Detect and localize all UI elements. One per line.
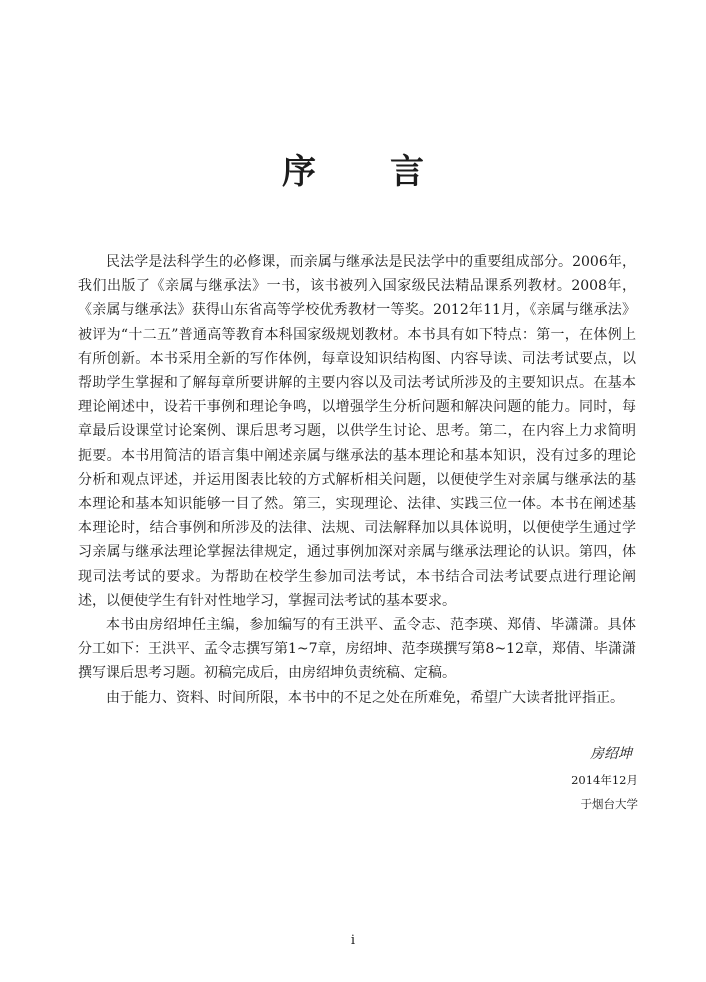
page-number: i (350, 933, 356, 948)
signature-place: 于烟台大学 (580, 797, 638, 811)
title-char-2: 言 (390, 152, 424, 192)
signature-block (571, 743, 638, 816)
paragraph-3: 由于能力、资料、时间所限，本书中的不足之处在所难免，希望广大读者批评指正。 (106, 689, 624, 706)
title-char-1: 序 (282, 152, 316, 192)
preface-body (78, 250, 636, 710)
signature-author: 房绍坤 (590, 746, 632, 762)
signature-date: 2014年12月 (571, 773, 638, 787)
paragraph-2: 本书由房绍坤任主编，参加编写的有王洪平、孟令志、范李瑛、郑倩、毕潇潇。具体分工如下：王洪平、孟令志撰写第1~7章，房绍坤、范李瑛撰写第8~12章，郑倩、毕潇潇撰写课后思考习题。初稿完成后，由房绍坤负责统稿、定稿。 (78, 617, 636, 682)
page-title (0, 150, 706, 194)
paragraph-1: 民法学是法科学生的必修课，而亲属与继承法是民法学中的重要组成部分。2006年，我们出版了《亲属与继承法》一书，该书被列入国家级民法精品课系列教材。2008年，《亲属与继承法》获得山东省高等学校优秀教材一等奖。2012年11月，《亲属与继承法》被评为“十二五”普通高等教育本科国家级规划教材。本书具有如下特点：第一，在体例上有所创新。本书采用全新的写作体例，每章设知识结构图、内容导读、司法考试要点，以帮助学生掌握和了解每章所要讲解的主要内容以及司法考试所涉及的主要知识点。在基本理论阐述中，设若干事例和理论争鸣，以增强学生分析问题和解决问题的能力。同时，每章最后设课堂讨论案例、课后思考习题，以供学生讨论、思考。第二，在内容上力求简明扼要。本书用简洁的语言集中阐述亲属与继承法的基本理论和基本知识，没有过多的理论分析和观点评述，并运用图表比较的方式解析相关问题，以便使学生对亲属与继承法的基本理论和基本知识能够一目了然。第三，实现理论、法律、实践三位一体。本书在阐述基本理论时，结合事例和所涉及的法律、法规、司法解释加以具体说明，以便使学生通过学习亲属与继承法理论掌握法律规定，通过事例加深对亲属与继承法理论的认识。第四，体现司法考试的要求。为帮助在校学生参加司法考试，本书结合司法考试要点进行理论阐述，以便使学生有针对性地学习，掌握司法考试的基本要求。 (78, 254, 636, 609)
